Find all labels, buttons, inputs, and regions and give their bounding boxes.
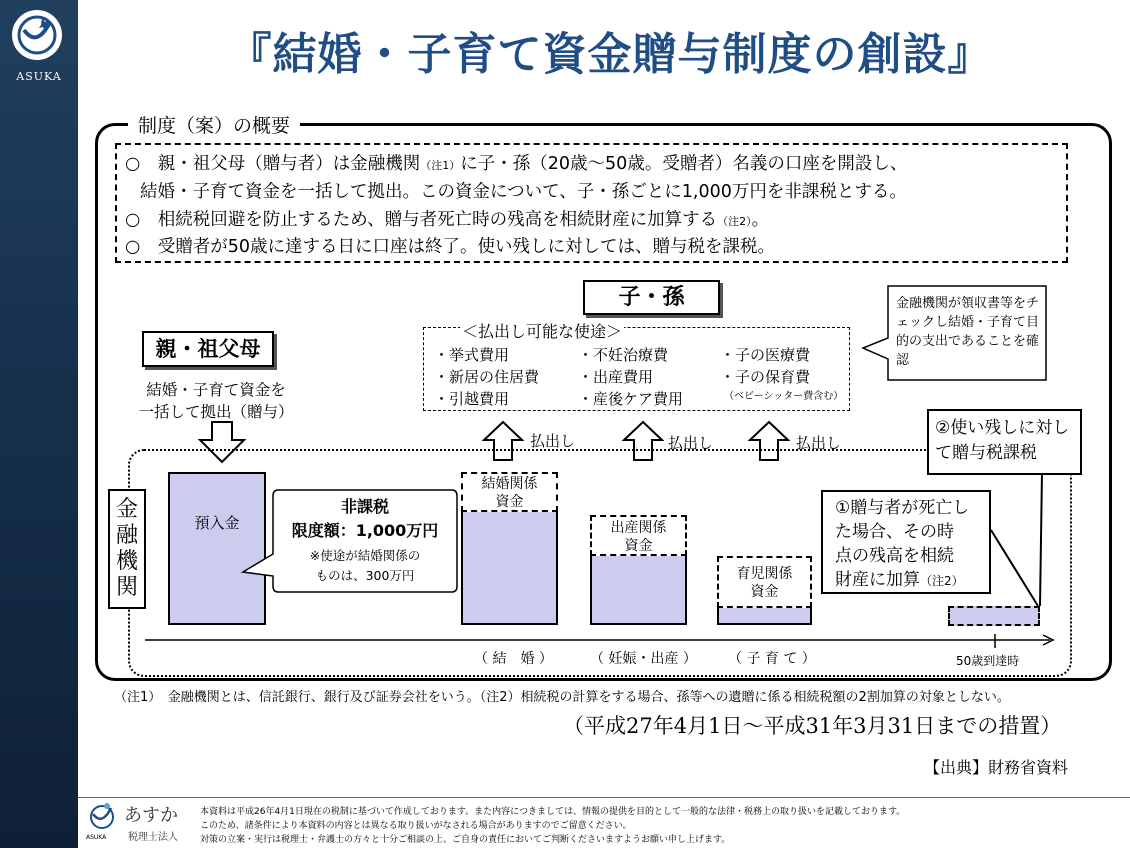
parent-desc-2: 一括して拠出（贈与） xyxy=(138,403,294,421)
gift-tax-text: ②使い残しに対し xyxy=(935,418,1070,438)
stage-label: （ 子 育 て ） xyxy=(728,651,816,667)
callout-check-text: 金融機関が領収書等をチェックし結婚・子育て目的の支出であることを確認 xyxy=(896,296,1040,368)
withdraw-label: 払出し xyxy=(796,434,842,452)
fi-char: 融 xyxy=(115,523,138,548)
parent-desc-1: 結婚・子育て資金を xyxy=(146,381,286,399)
summary-line-1 xyxy=(125,150,907,175)
nontax-limit: 限度額：1,000万円 xyxy=(291,521,439,540)
logo-text: ASUKA xyxy=(16,70,62,83)
gift-tax-text: て贈与税課税 xyxy=(935,443,1037,463)
footer-logo-sub: 税理士法人 xyxy=(128,832,178,843)
financial-institution-label xyxy=(108,489,146,609)
fund-label: 出産関係 xyxy=(610,520,667,536)
birth-fund-box xyxy=(590,515,687,556)
footer-logo-en: ASUKA xyxy=(86,834,107,841)
usage-title: ＜払出し可能な使途＞ xyxy=(460,319,624,342)
fi-char: 機 xyxy=(115,549,138,574)
nontax-title: 非課税 xyxy=(340,497,389,516)
death-text-last xyxy=(835,568,989,593)
page-title: 『結婚・子育て資金贈与制度の創設』 xyxy=(227,29,993,80)
asuka-logo-icon xyxy=(12,10,62,60)
footnotes: （注1） 金融機関とは、信託銀行、銀行及び証券会社をいう。（注2）相続税の計算をする場合、孫等への遺贈に係る相続税額の2割加算の対象としない。 xyxy=(114,690,1010,705)
fi-char: 金 xyxy=(115,497,138,522)
summary-text: ○ 相続税回避を防止するため、贈与者死亡時の残高を相続財産に加算する xyxy=(125,210,718,230)
usage-item: ・産後ケア費用 xyxy=(578,390,684,408)
death-adjust-box xyxy=(821,490,991,594)
note-ref: （注1） xyxy=(420,159,461,172)
connector-lines xyxy=(990,470,1050,610)
disclaimer-line: このため、諸条件により本資料の内容とは異なる取り扱いがなされる場合がありますのでご留意ください。 xyxy=(200,821,632,831)
disclaimer-line: 対策の立案・実行は税理士・弁護士の方々と十分ご相談の上、ご自身の責任においてご判断くださいますようお願い申し上げます。 xyxy=(200,835,731,845)
usage-note: （ベビーシッター費含む） xyxy=(724,391,844,402)
withdraw-label: 払出し xyxy=(668,434,714,452)
footer-logo-icon xyxy=(86,800,118,832)
parent-heading: 親・祖父母 xyxy=(142,331,274,367)
stage-label: 50歳到達時 xyxy=(956,654,1020,668)
summary-line-4: ○ 受贈者が50歳に達する日に口座は終了。使い残しに対しては、贈与税を課税。 xyxy=(125,237,776,257)
stage-label: （ 妊娠・出産 ） xyxy=(590,651,697,667)
deposit-label: 預入金 xyxy=(194,514,240,532)
childcare-bar xyxy=(717,606,812,625)
note-ref: （注2） xyxy=(717,215,752,228)
death-text: ①贈与者が死亡し xyxy=(835,498,970,518)
marriage-fund-box xyxy=(461,472,558,512)
summary-text: ○ 親・祖父母（贈与者）は金融機関 xyxy=(125,154,421,174)
overview-label: 制度（案）の概要 xyxy=(128,111,300,138)
childcare-fund-box xyxy=(717,556,812,608)
usage-item: ・子の医療費 xyxy=(720,346,811,364)
nontax-note: ものは、300万円 xyxy=(315,568,415,583)
child-heading: 子・孫 xyxy=(583,280,720,315)
marriage-bar xyxy=(461,510,558,625)
fi-char: 関 xyxy=(115,575,138,600)
usage-item: ・不妊治療費 xyxy=(578,346,669,364)
fund-label: 結婚関係 xyxy=(481,476,538,492)
sidebar xyxy=(0,0,78,848)
source-text: 【出典】財務省資料 xyxy=(924,758,1069,777)
disclaimer-line: 本資料は平成26年4月1日現在の税制に基づいて作成しております。また内容につきましては、情報の提供を目的として一般的な法律・税務上の取り扱いを記載しております。 xyxy=(200,807,906,817)
withdraw-label: 払出し xyxy=(530,432,576,450)
summary-line-3 xyxy=(125,206,769,231)
death-text: 点の残高を相続 xyxy=(835,546,954,566)
summary-line-2: 結婚・子育て資金を一括して拠出。この資金について、子・孫ごとに1,000万円を非課税とする。 xyxy=(140,182,907,202)
usage-item: ・子の保育費 xyxy=(720,368,811,386)
gift-tax-box xyxy=(927,409,1082,475)
summary-text: 。 xyxy=(751,210,770,230)
usage-item: ・挙式費用 xyxy=(434,346,510,364)
fund-label: 資金 xyxy=(750,584,779,600)
nontax-note: ※使途が結婚関係の xyxy=(309,548,421,563)
fund-label: 資金 xyxy=(495,494,524,510)
footer-logo-name: あすか xyxy=(124,805,178,826)
death-text: 財産に加算 xyxy=(835,570,920,590)
stage-label: （ 結 婚 ） xyxy=(474,651,553,667)
note-ref: （注2） xyxy=(920,574,964,588)
death-text: た場合、その時 xyxy=(835,522,954,542)
fund-label: 育児関係 xyxy=(736,566,793,582)
usage-item: ・出産費用 xyxy=(578,368,654,386)
summary-text: に子・孫（20歳～50歳。受贈者）名義の口座を開設し、 xyxy=(460,154,908,174)
usage-item: ・引越費用 xyxy=(434,390,510,408)
footer-divider xyxy=(78,797,1130,798)
fund-label: 資金 xyxy=(624,538,653,554)
period-text: （平成27年4月1日～平成31年3月31日までの措置） xyxy=(563,714,1062,738)
usage-item: ・新居の住居費 xyxy=(434,368,540,386)
birth-bar xyxy=(590,554,687,625)
